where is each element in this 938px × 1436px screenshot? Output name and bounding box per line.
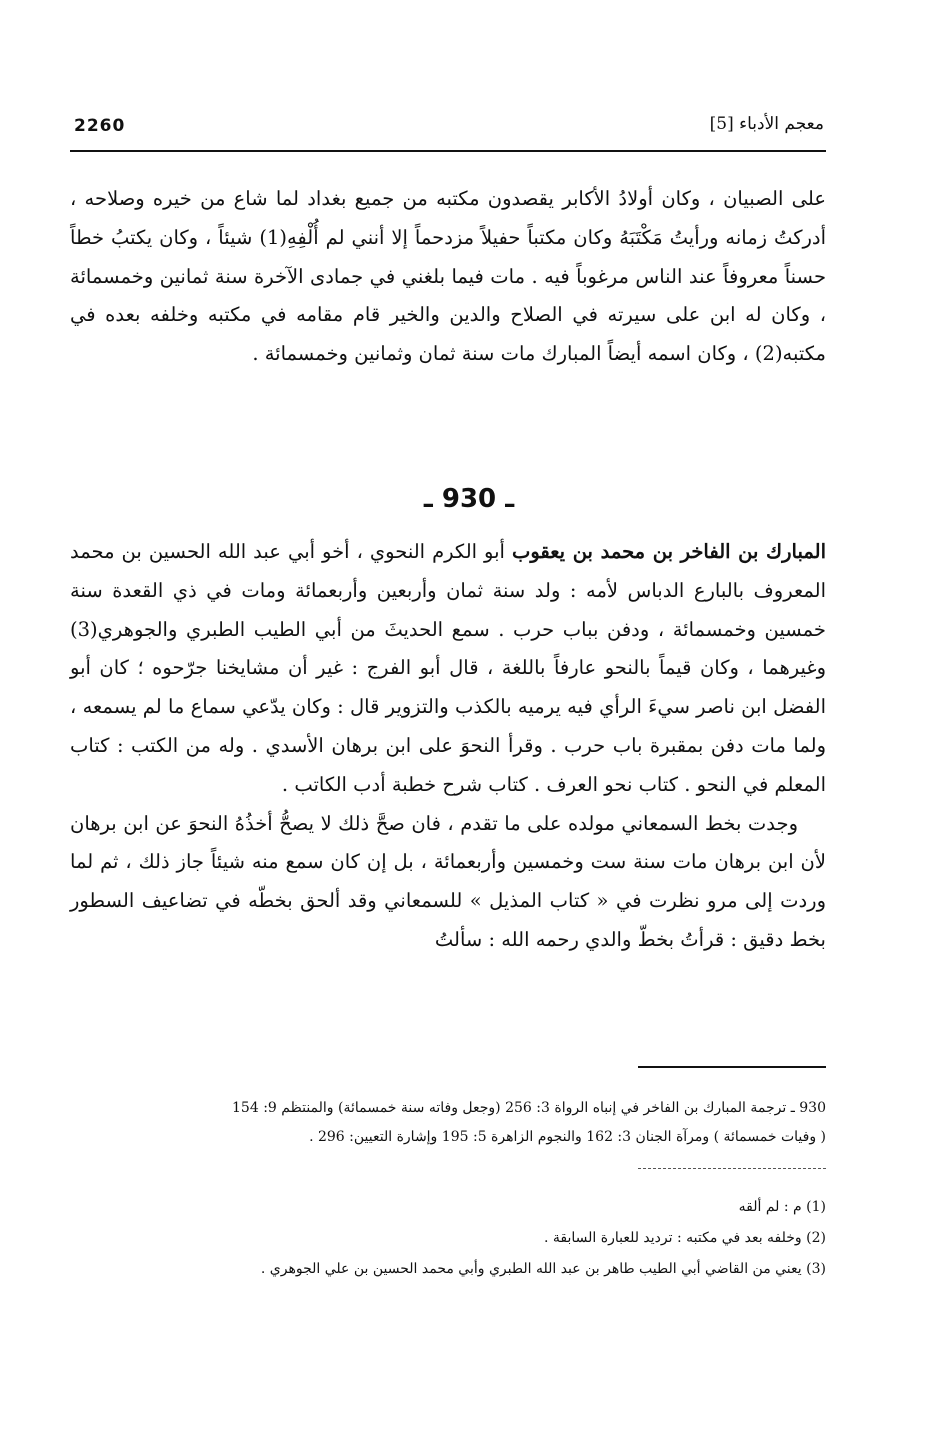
entry-paragraph-1-text: أبو الكرم النحوي ، أخو أبي عبد الله الحسين بن محمد المعروف بالبارع الدباس لأمه : ولد سنة ثمان وأربعين وأربعمائة ومات في ذي القعدة سنة خمسين وخمسمائة ، ودفن بباب حرب . سمع الحديثَ من أبي الطيب الطبري والجوهري(3) وغيرهما ، وكان قيماً بالنحو عارفاً باللغة ، قال أبو الفرج : غير أن مشايخنا جرّحوه ؛ كان أبو الفضل ابن ناصر سيءَ الرأي فيه يرميه بالكذب والتزوير قال : وكان يدّعي سماع ما لم يسمعه ، ولما مات دفن بمقبرة باب حرب . وقرأ النحوَ على ابن برهان الأسدي . وله من الكتب : كتاب المعلم في النحو . كتاب نحو العرف . كتاب شرح خطبة أدب الكاتب . bbox=[70, 540, 826, 796]
footnote-item: (3) يعني من القاضي أبي الطيب طاهر بن عبد الله الطبري وأبي محمد الحسين بن علي الجوهري . bbox=[260, 1261, 826, 1277]
entry-paragraph-1 bbox=[70, 533, 826, 805]
footnote-separator bbox=[638, 1066, 826, 1068]
footnote-dotted-separator bbox=[638, 1168, 826, 1169]
entry-lead-name: المبارك بن الفاخر بن محمد بن يعقوب bbox=[511, 540, 826, 563]
page-header bbox=[70, 112, 824, 146]
source-note-line: ( وفيات خمسمائة ) ومرآة الجنان 3: 162 والنجوم الزاهرة 5: 195 وإشارة التعيين: 296 . bbox=[309, 1129, 826, 1145]
footnote-item: (2) وخلفه بعد في مكتبه : ترديد للعبارة السابقة . bbox=[544, 1230, 826, 1246]
entry-number: ـ 930 ـ bbox=[423, 484, 515, 514]
entry-paragraph-2: وجدت بخط السمعاني مولده على ما تقدم ، فان صحَّ ذلك لا يصحُّ أخذُهُ النحوَ عن ابن برهان لأن ابن برهان مات سنة ست وخمسين وأربعمائة ، بل إن كان سمع منه شيئاً جاز ذلك ، ثم لما وردت إلى مرو نظرت في « كتاب المذيل » للسمعاني وقد ألحق بخطّه في تضاعيف السطور بخط دقيق : قرأتُ بخطّ والدي رحمه الله : سألتُ bbox=[70, 811, 826, 951]
source-note-line: 930 ـ ترجمة المبارك بن الفاخر في إنباه الرواة 3: 256 (وجعل وفاته سنة خمسمائة) والمنتظم 9: 154 bbox=[232, 1100, 826, 1116]
source-note bbox=[70, 1094, 826, 1152]
page-number: 2260 bbox=[74, 116, 126, 136]
header-rule bbox=[70, 150, 826, 152]
entry-body bbox=[70, 533, 826, 960]
running-title: معجم الأدباء [5] bbox=[709, 114, 824, 134]
intro-paragraph: على الصبيان ، وكان أولادُ الأكابر يقصدون مكتبه من جميع بغداد لما شاع من خيره وصلاحه ، أدركتُ زمانه ورأيتُ مَكْتَبَهُ وكان مكتباً حفيلاً مزدحماً إلا أنني لم أُلْفِهِ(1) شيئاً ، وكان يكتبُ خطاً حسناً معروفاً عند الناس مرغوباً فيه . مات فيما بلغني في جمادى الآخرة سنة ثمانين وخمسمائة ، وكان له ابن على سيرته في الصلاح والدين والخير قام مقامه في مكتبه وخلفه بعده في مكتبه(2) ، وكان اسمه أيضاً المبارك مات سنة ثمان وثمانين وخمسمائة . bbox=[70, 187, 827, 366]
footnote-item: (1) م : لم ألقه bbox=[738, 1199, 826, 1215]
footnotes-list bbox=[70, 1192, 826, 1285]
